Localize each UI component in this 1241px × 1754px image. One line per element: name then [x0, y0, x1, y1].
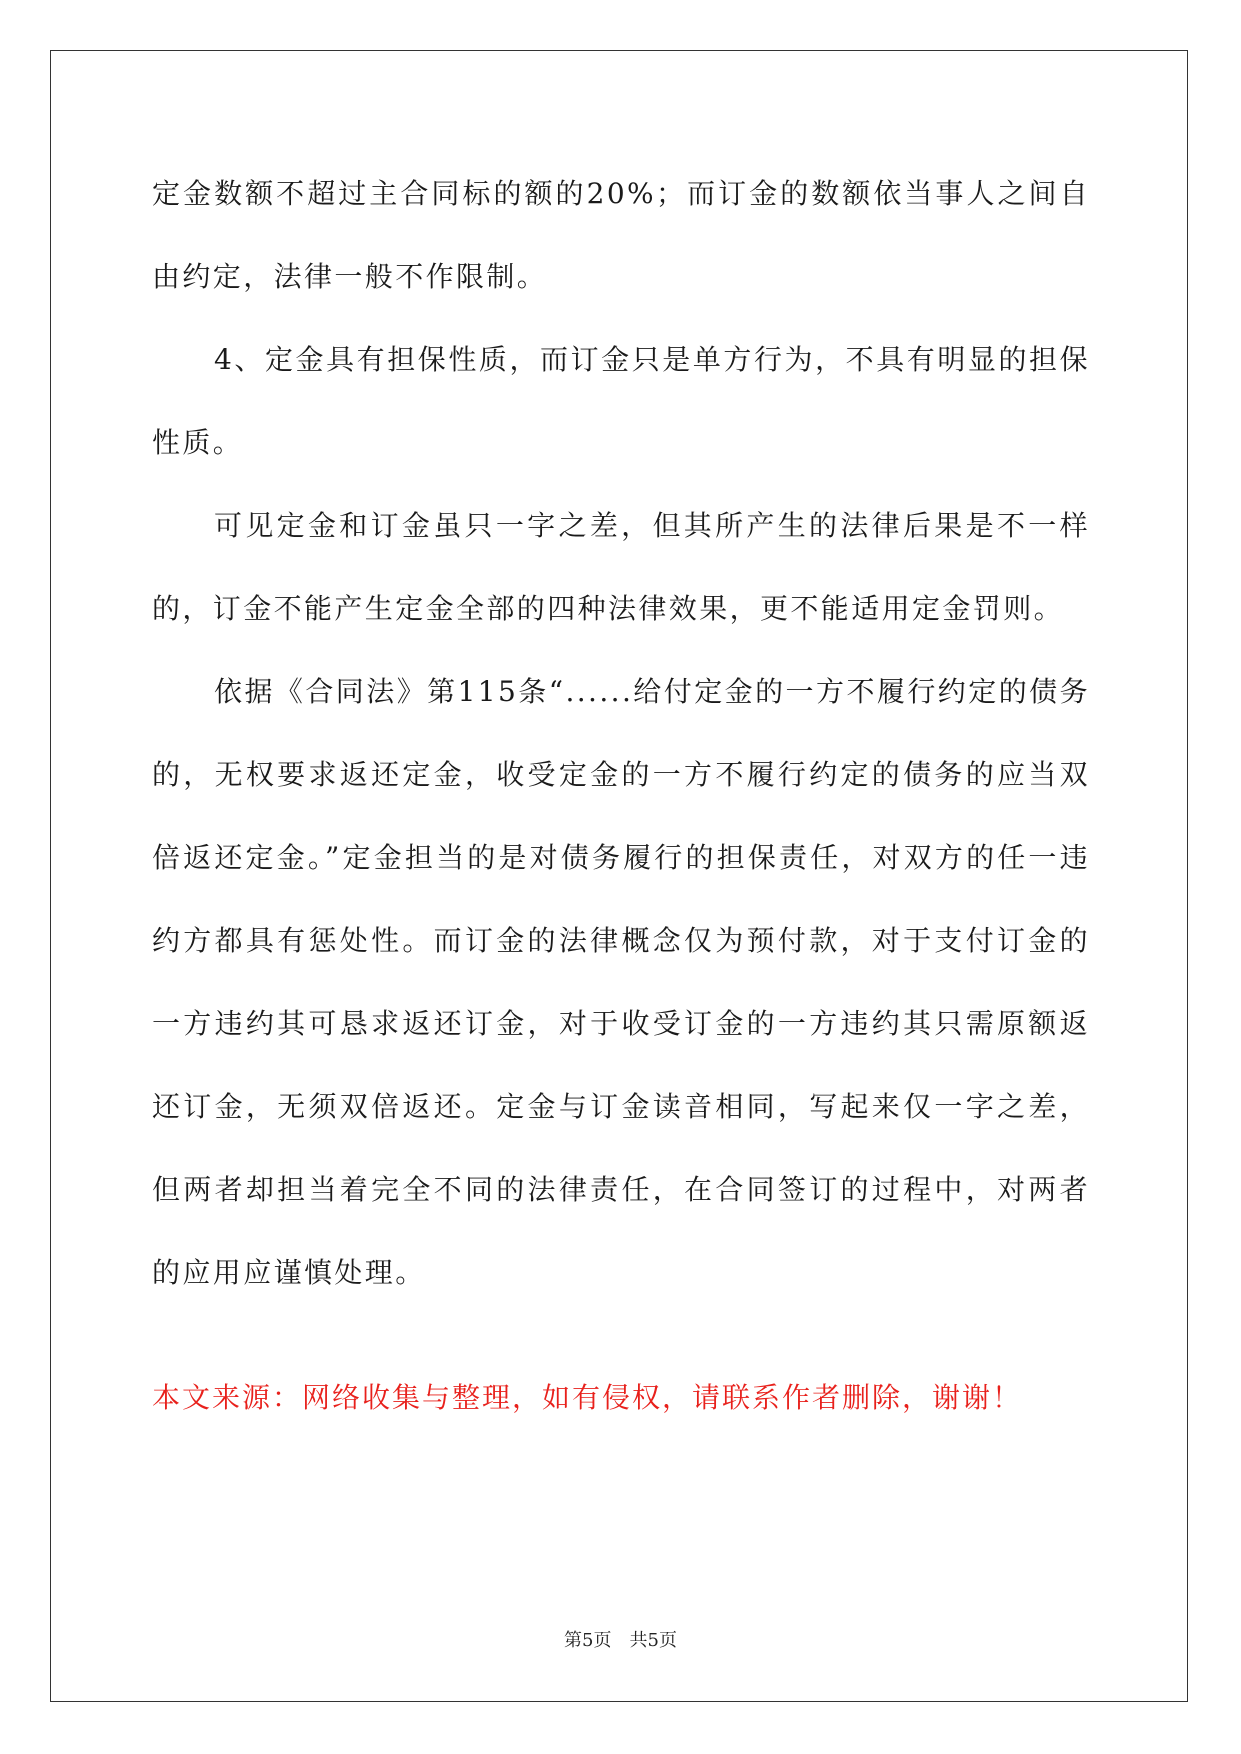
page-footer [0, 1626, 1241, 1656]
page-total: 共5页 [629, 1630, 677, 1651]
paragraph: 可见定金和订金虽只一字之差，但其所产生的法律后果是不一样的，订金不能产生定金全部的四种法律效果，更不能适用定金罚则。 [152, 509, 1090, 625]
document-body [152, 152, 1090, 1314]
page-number: 第5页 [564, 1630, 612, 1651]
source-note: 本文来源：网络收集与整理，如有侵权，请联系作者删除，谢谢！ [152, 1381, 1023, 1414]
paragraph: 依据《合同法》第115条“......给付定金的一方不履行约定的债务的，无权要求返还定金，收受定金的一方不履行约定的债务的应当双倍返还定金。”定金担当的是对债务履行的担保责任，对双方的任一违约方都具有惩处性。而订金的法律概念仅为预付款，对于支付订金的一方违约其可恳求返还订金，对于收受订金的一方违约其只需原额返还订金，无须双倍返还。定金与订金读音相同，写起来仅一字之差，但两者却担当着完全不同的法律责任，在合同签订的过程中，对两者的应用应谨慎处理。 [152, 675, 1090, 1289]
paragraph: 4、定金具有担保性质，而订金只是单方行为，不具有明显的担保性质。 [152, 343, 1090, 459]
paragraph: 定金数额不超过主合同标的额的20%；而订金的数额依当事人之间自由约定，法律一般不作限制。 [152, 177, 1090, 293]
